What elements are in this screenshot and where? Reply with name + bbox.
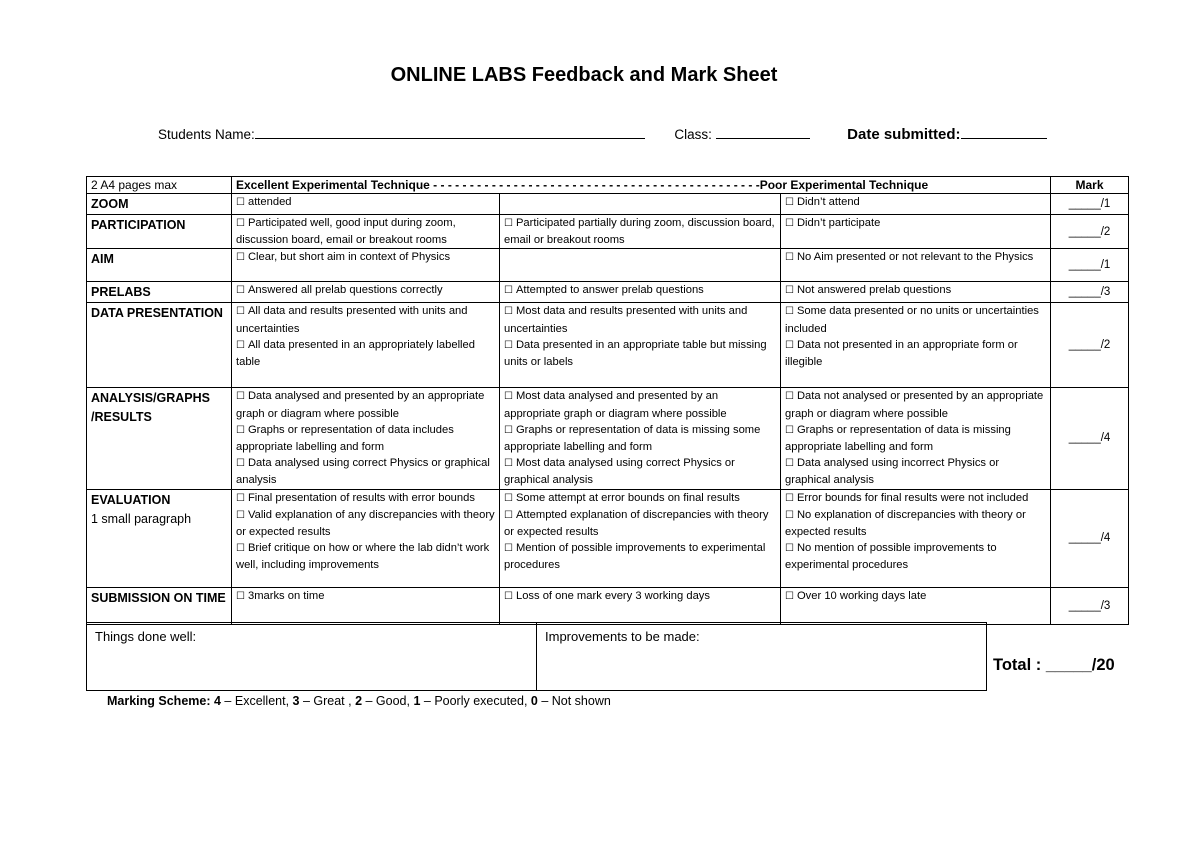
category-label: SUBMISSION ON TIME xyxy=(91,590,226,605)
criterion-text: Didn’t attend xyxy=(796,196,860,208)
criteria-cell xyxy=(781,587,1051,624)
criterion-text: Most data analysed and presented by an appropriate graph or diagram where possible xyxy=(504,390,727,420)
things-done-well-box[interactable] xyxy=(87,623,536,690)
criterion-text: Participated partially during zoom, discussion board, email or breakout rooms xyxy=(504,217,775,247)
mark-cell[interactable]: _____/1 xyxy=(1051,194,1129,215)
criterion-item xyxy=(504,303,776,336)
criterion-item xyxy=(236,588,495,605)
criterion-item xyxy=(785,194,1046,211)
student-name-label: Students Name: xyxy=(158,127,255,142)
criteria-cell xyxy=(232,388,500,489)
criterion-text: All data and results presented with units and uncertainties xyxy=(236,305,468,335)
checkbox-icon[interactable]: ☐ xyxy=(785,252,794,264)
criterion-text: Some attempt at error bounds on final results xyxy=(515,491,740,504)
rubric-category xyxy=(87,215,232,249)
checkbox-icon[interactable]: ☐ xyxy=(785,543,794,555)
rubric-category xyxy=(87,489,232,587)
criteria-cell xyxy=(500,194,781,215)
criterion-text: Graphs or representation of data is missing appropriate labelling and form xyxy=(785,423,1011,454)
criterion-text: Data presented in an appropriate table but missing units or labels xyxy=(504,338,767,369)
mark-cell[interactable]: _____/3 xyxy=(1051,282,1129,303)
mark-cell[interactable]: _____/2 xyxy=(1051,303,1129,388)
criterion-item xyxy=(236,194,495,211)
criterion-item xyxy=(236,215,495,248)
criterion-item xyxy=(236,282,495,299)
criterion-text: Data analysed using incorrect Physics or graphical analysis xyxy=(785,457,1000,487)
rubric-header-row xyxy=(87,177,1129,194)
rubric-row xyxy=(87,489,1129,587)
criterion-item xyxy=(504,215,776,248)
criterion-item xyxy=(785,388,1046,421)
criterion-text: All data presented in an appropriately labelled table xyxy=(236,338,475,369)
checkbox-icon[interactable]: ☐ xyxy=(504,218,513,229)
criterion-text: Loss of one mark every 3 working days xyxy=(515,589,710,602)
criterion-text: Didn’t participate xyxy=(796,217,881,229)
criterion-item xyxy=(504,540,776,573)
criterion-text: Answered all prelab questions correctly xyxy=(247,284,443,297)
category-label: ANALYSIS/GRAPHS /RESULTS xyxy=(91,391,211,425)
category-label: PARTICIPATION xyxy=(91,218,186,232)
checkbox-icon[interactable]: ☐ xyxy=(236,306,245,318)
checkbox-icon[interactable]: ☐ xyxy=(785,339,794,351)
criterion-item xyxy=(785,282,1046,299)
checkbox-icon[interactable]: ☐ xyxy=(236,197,245,208)
criterion-text: Brief critique on how or where the lab didn’t work well, including improvements xyxy=(236,542,490,572)
mark-header: Mark xyxy=(1051,177,1129,194)
criterion-text: Data not presented in an appropriate form or illegible xyxy=(785,338,1018,369)
marking-scheme-label: Marking Scheme: xyxy=(107,694,211,708)
criteria-cell xyxy=(500,215,781,249)
criteria-cell xyxy=(781,194,1051,215)
scheme-score: 0 xyxy=(530,694,538,708)
criterion-item xyxy=(785,303,1046,336)
criterion-text: Data analysed and presented by an appropriate graph or diagram where possible xyxy=(236,390,485,420)
criterion-item xyxy=(236,388,495,421)
checkbox-icon[interactable]: ☐ xyxy=(785,285,794,297)
criterion-item xyxy=(236,455,495,488)
rubric-row xyxy=(87,249,1129,282)
criterion-item xyxy=(785,249,1046,266)
things-done-well-label: Things done well: xyxy=(95,629,197,644)
criterion-text: Graphs or representation of data is missing some appropriate labelling and form xyxy=(504,423,761,454)
category-label: AIM xyxy=(91,252,114,267)
criteria-cell xyxy=(232,303,500,388)
rubric-category xyxy=(87,303,232,388)
criteria-cell xyxy=(781,489,1051,587)
criterion-text: Attempted to answer prelab questions xyxy=(515,284,704,297)
mark-cell[interactable]: _____/3 xyxy=(1051,587,1129,624)
rubric-category xyxy=(87,249,232,282)
criterion-text: No Aim presented or not relevant to the Physics xyxy=(796,251,1034,264)
category-label: ZOOM xyxy=(91,197,129,211)
checkbox-icon[interactable]: ☐ xyxy=(236,543,245,555)
checkbox-icon[interactable]: ☐ xyxy=(504,492,513,504)
checkbox-icon[interactable]: ☐ xyxy=(785,590,794,602)
checkbox-icon[interactable]: ☐ xyxy=(504,285,513,297)
checkbox-icon[interactable]: ☐ xyxy=(504,458,513,470)
criterion-item xyxy=(236,303,495,336)
checkbox-icon[interactable]: ☐ xyxy=(785,197,794,208)
rubric-row xyxy=(87,303,1129,388)
checkbox-icon[interactable]: ☐ xyxy=(785,306,794,318)
class-label: Class: xyxy=(674,127,712,142)
scheme-text: – Excellent, xyxy=(220,694,293,708)
checkbox-icon[interactable]: ☐ xyxy=(504,543,513,555)
criterion-item xyxy=(504,588,776,605)
criteria-cell xyxy=(500,388,781,489)
checkbox-icon[interactable]: ☐ xyxy=(236,218,245,229)
criteria-cell xyxy=(500,489,781,587)
criterion-text: Some data presented or no units or uncertainties included xyxy=(785,305,1039,335)
rubric-category xyxy=(87,388,232,489)
criterion-text: Clear, but short aim in context of Physics xyxy=(247,251,451,264)
criteria-cell xyxy=(781,282,1051,303)
scheme-score: 3 xyxy=(292,694,300,708)
criterion-text: Error bounds for final results were not included xyxy=(796,491,1029,504)
checkbox-icon[interactable]: ☐ xyxy=(504,339,513,351)
criterion-text: Most data and results presented with units and uncertainties xyxy=(504,305,748,335)
category-label: DATA PRESENTATION xyxy=(91,306,223,321)
criterion-item xyxy=(785,337,1046,370)
pages-max-header: 2 A4 pages max xyxy=(87,177,232,194)
criterion-item xyxy=(504,388,776,421)
scheme-text: – Great , xyxy=(299,694,356,708)
criteria-cell xyxy=(500,303,781,388)
checkbox-icon[interactable]: ☐ xyxy=(236,509,245,521)
rubric-category xyxy=(87,194,232,215)
criteria-cell xyxy=(500,282,781,303)
checkbox-icon[interactable]: ☐ xyxy=(236,590,245,602)
criterion-item xyxy=(785,422,1046,455)
criterion-text: No mention of possible improvements to experimental procedures xyxy=(785,542,997,572)
criterion-text: No explanation of discrepancies with theory or expected results xyxy=(785,508,1026,539)
criteria-cell xyxy=(781,249,1051,282)
scheme-score: 2 xyxy=(355,694,363,708)
criterion-item xyxy=(785,215,1046,232)
criteria-cell xyxy=(232,282,500,303)
criterion-item xyxy=(785,507,1046,540)
criterion-text: Mention of possible improvements to experimental procedures xyxy=(504,542,766,572)
improvements-label: Improvements to be made: xyxy=(545,629,700,644)
criteria-cell xyxy=(500,249,781,282)
date-submitted-label: Date submitted: xyxy=(847,126,961,143)
category-label: EVALUATION xyxy=(91,492,171,507)
technique-scale-header: Excellent Experimental Technique - - - - - - - - - - - - - - - - - - - - - - - - - - - - - - - - - - - - - - - - - - - - -Poor Experimental Technique xyxy=(232,177,1051,194)
criterion-text: Over 10 working days late xyxy=(796,589,927,602)
criteria-cell xyxy=(232,194,500,215)
criterion-item xyxy=(236,249,495,266)
criterion-text: Attempted explanation of discrepancies with theory or expected results xyxy=(504,508,769,539)
criterion-item xyxy=(504,490,776,507)
criterion-text: Not answered prelab questions xyxy=(796,284,952,297)
checkbox-icon[interactable]: ☐ xyxy=(236,458,245,470)
criterion-text: Most data analysed using correct Physics or graphical analysis xyxy=(504,457,735,487)
criterion-item xyxy=(236,337,495,370)
student-info-line xyxy=(158,124,1058,143)
criterion-item xyxy=(236,540,495,573)
checkbox-icon[interactable]: ☐ xyxy=(785,391,794,403)
criterion-item xyxy=(236,490,495,507)
checkbox-icon[interactable]: ☐ xyxy=(236,252,245,264)
improvements-box[interactable] xyxy=(536,623,986,690)
criterion-item xyxy=(236,507,495,540)
scheme-score: 4 xyxy=(214,694,221,708)
criterion-item xyxy=(504,455,776,488)
criterion-item xyxy=(785,490,1046,507)
criteria-cell xyxy=(232,587,500,624)
marking-scheme xyxy=(107,694,611,708)
rubric-row xyxy=(87,388,1129,489)
mark-cell[interactable]: _____/4 xyxy=(1051,489,1129,587)
rubric-category xyxy=(87,587,232,624)
criterion-item xyxy=(785,588,1046,605)
rubric-row xyxy=(87,282,1129,303)
checkbox-icon[interactable]: ☐ xyxy=(504,306,513,318)
criterion-text: Valid explanation of any discrepancies with theory or expected results xyxy=(236,508,495,539)
category-sublabel: 1 small paragraph xyxy=(91,511,192,526)
checkbox-icon[interactable]: ☐ xyxy=(236,285,245,297)
checkbox-icon[interactable]: ☐ xyxy=(785,458,794,470)
rubric-category xyxy=(87,282,232,303)
criterion-item xyxy=(504,507,776,540)
checkbox-icon[interactable]: ☐ xyxy=(236,492,245,504)
rubric-row xyxy=(87,194,1129,215)
criterion-item xyxy=(236,422,495,455)
criterion-item xyxy=(504,337,776,370)
checkbox-icon[interactable]: ☐ xyxy=(785,424,794,436)
student-name-field[interactable] xyxy=(255,124,645,139)
mark-cell[interactable]: _____/2 xyxy=(1051,215,1129,249)
checkbox-icon[interactable]: ☐ xyxy=(785,492,794,504)
checkbox-icon[interactable]: ☐ xyxy=(236,424,245,436)
class-field[interactable] xyxy=(716,124,810,139)
checkbox-icon[interactable]: ☐ xyxy=(236,391,245,403)
checkbox-icon[interactable]: ☐ xyxy=(504,509,513,521)
checkbox-icon[interactable]: ☐ xyxy=(504,590,513,602)
rubric-row xyxy=(87,587,1129,624)
criteria-cell xyxy=(781,388,1051,489)
checkbox-icon[interactable]: ☐ xyxy=(504,424,513,436)
total-score: Total : _____/20 xyxy=(993,656,1115,674)
criterion-text: Participated well, good input during zoom, discussion board, email or breakout rooms xyxy=(236,217,456,247)
criterion-text: 3marks on time xyxy=(247,589,325,602)
checkbox-icon[interactable]: ☐ xyxy=(785,509,794,521)
category-label: PRELABS xyxy=(91,285,151,300)
criterion-text: Graphs or representation of data includes appropriate labelling and form xyxy=(236,423,454,454)
checkbox-icon[interactable]: ☐ xyxy=(504,391,513,403)
feedback-boxes xyxy=(86,622,987,691)
rubric-row xyxy=(87,215,1129,249)
criterion-item xyxy=(785,540,1046,573)
scheme-text: – Not shown xyxy=(537,694,611,708)
criterion-item xyxy=(504,282,776,299)
scheme-text: – Poorly executed, xyxy=(420,694,531,708)
criteria-cell xyxy=(781,303,1051,388)
page-title: ONLINE LABS Feedback and Mark Sheet xyxy=(390,64,778,86)
checkbox-icon[interactable]: ☐ xyxy=(236,339,245,351)
criterion-item xyxy=(785,455,1046,488)
checkbox-icon[interactable]: ☐ xyxy=(785,218,794,229)
scheme-score: 1 xyxy=(413,694,421,708)
criterion-text: Final presentation of results with error bounds xyxy=(247,491,475,504)
criterion-item xyxy=(504,422,776,455)
criterion-text: Data not analysed or presented by an appropriate graph or diagram where possible xyxy=(785,390,1044,420)
criteria-cell xyxy=(232,249,500,282)
mark-cell[interactable]: _____/1 xyxy=(1051,249,1129,282)
criteria-cell xyxy=(500,587,781,624)
date-submitted-field[interactable] xyxy=(961,124,1047,139)
mark-cell[interactable]: _____/4 xyxy=(1051,388,1129,489)
criterion-text: attended xyxy=(247,196,292,208)
criteria-cell xyxy=(232,489,500,587)
rubric-table xyxy=(86,176,1129,625)
criteria-cell xyxy=(232,215,500,249)
criteria-cell xyxy=(781,215,1051,249)
scheme-text: – Good, xyxy=(362,694,414,708)
criterion-text: Data analysed using correct Physics or graphical analysis xyxy=(236,457,490,487)
